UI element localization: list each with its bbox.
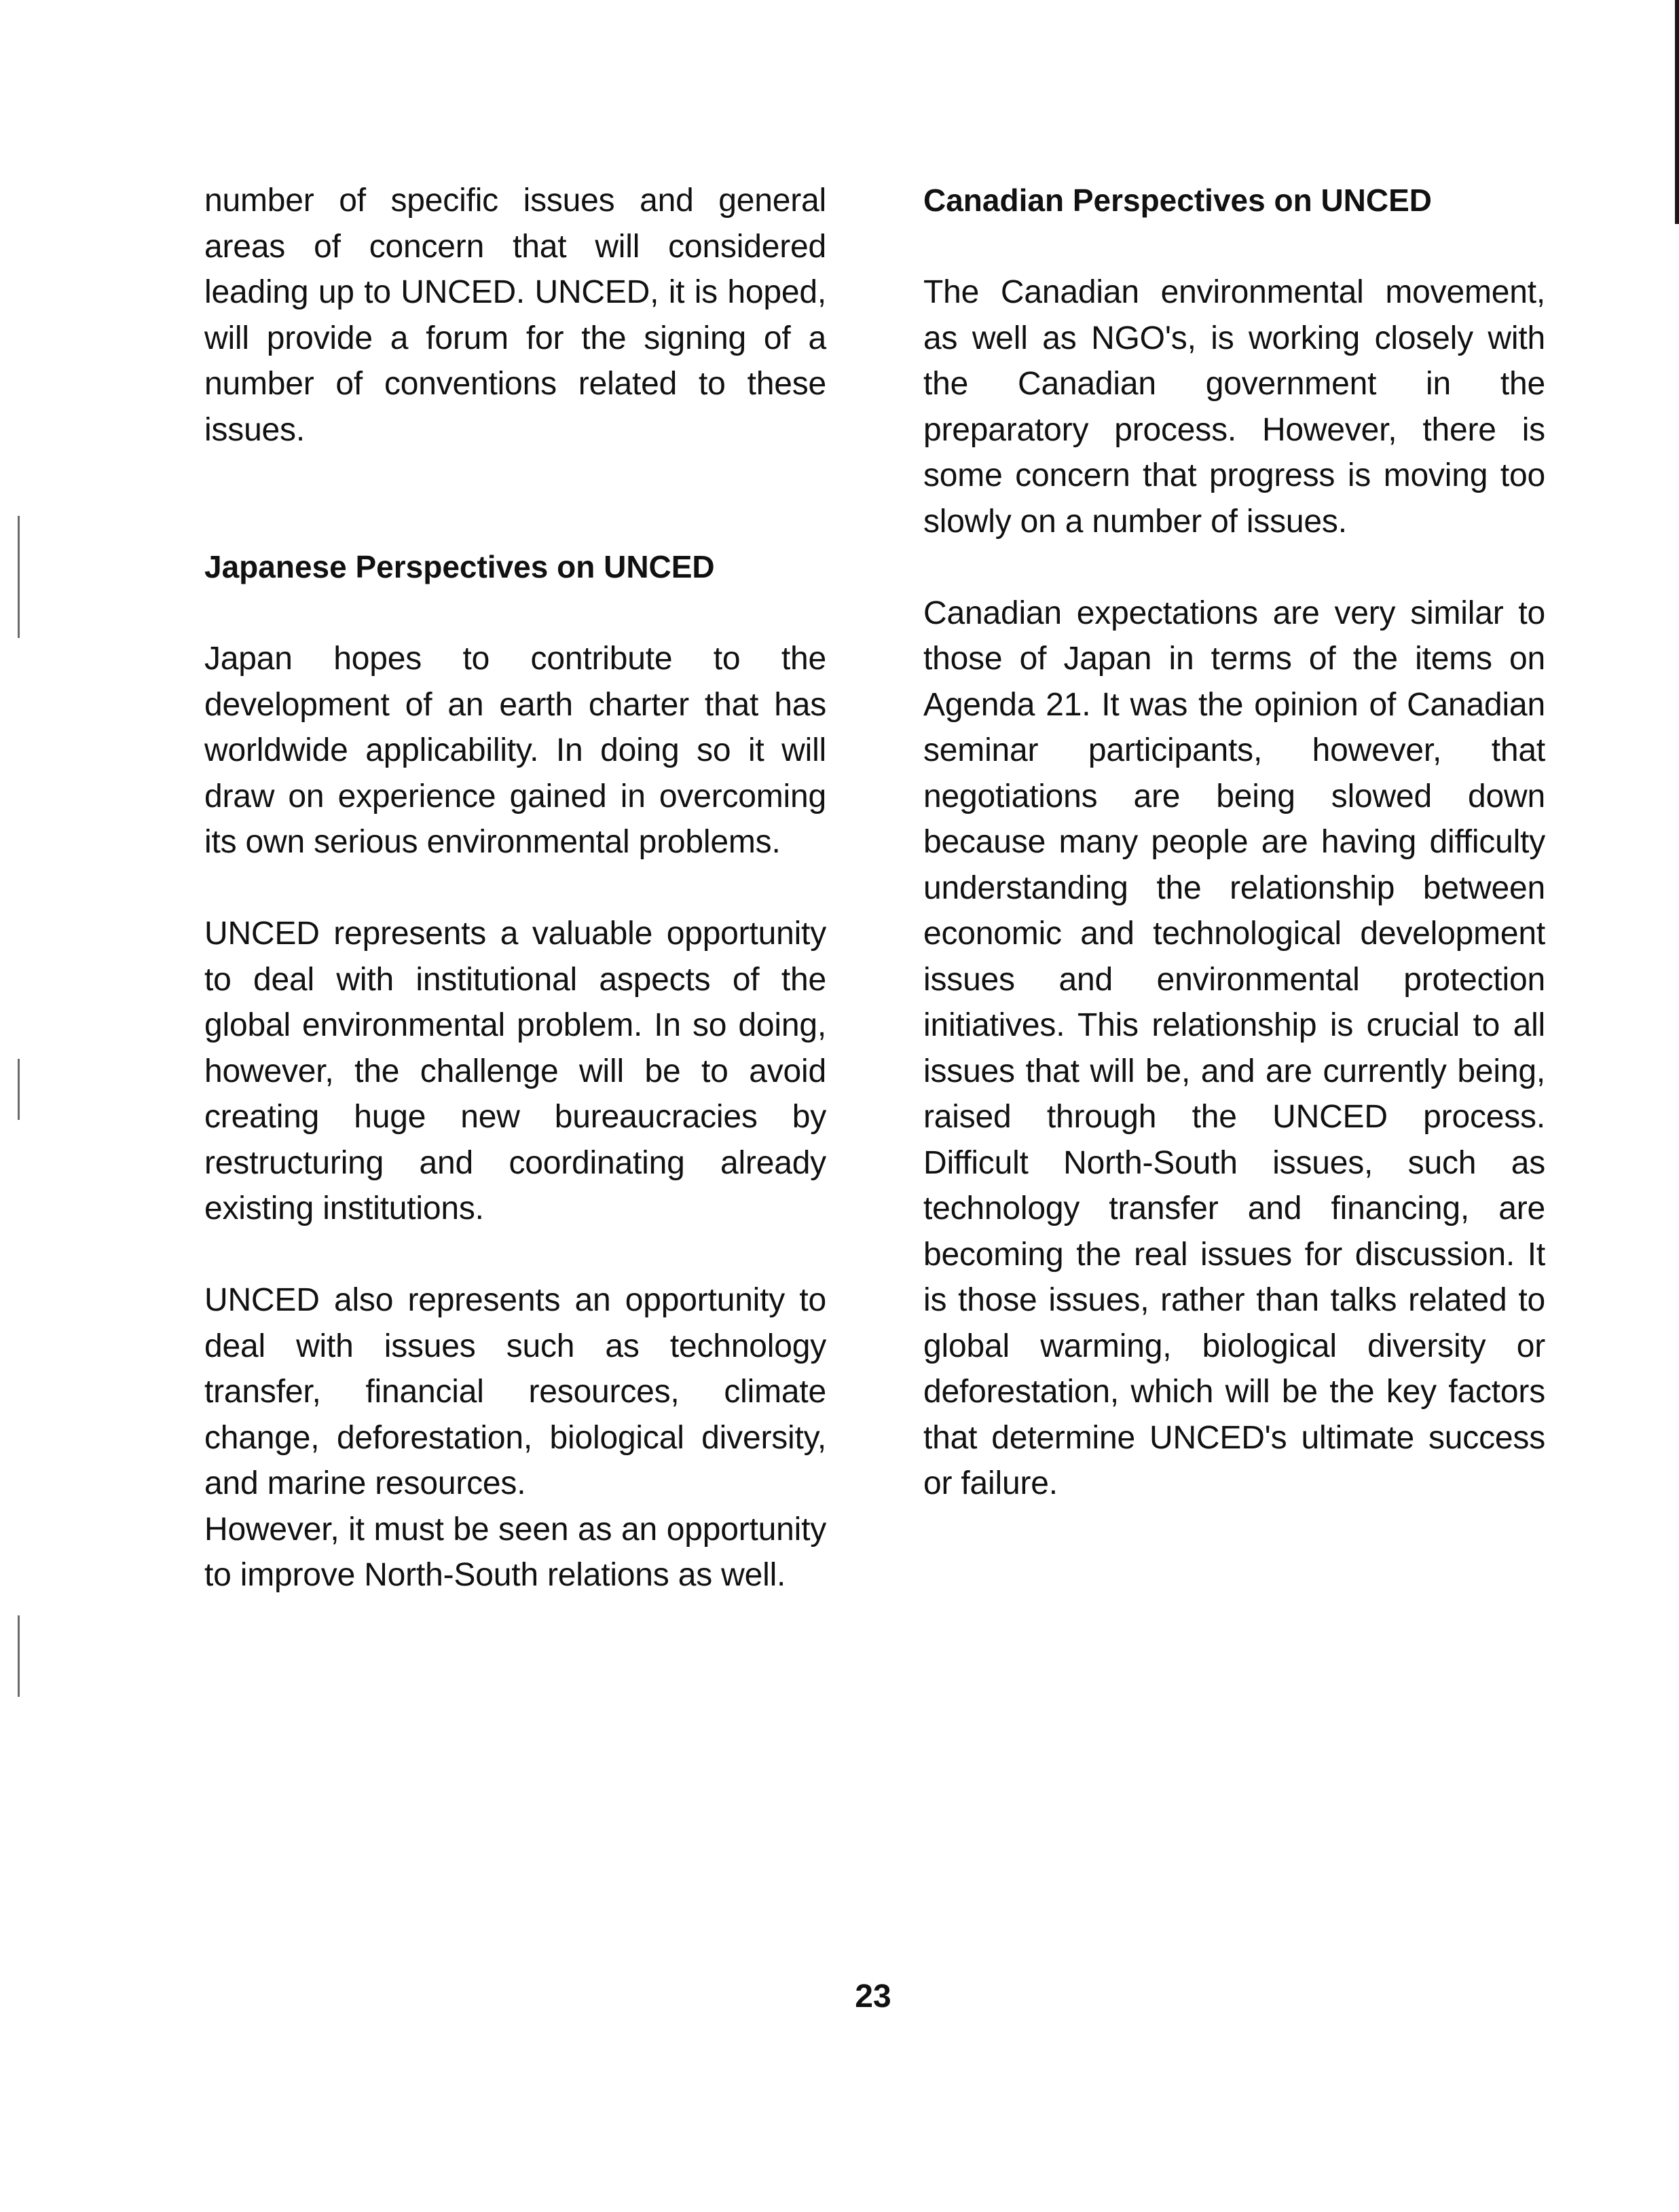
spacer <box>204 453 826 544</box>
scan-margin-mark <box>18 1059 20 1120</box>
canadian-paragraph: Canadian expectations are very similar to those of Japan in terms of the items on Agenda 21. It was the opinion of Canadian seminar participants, however, that negotiations are being slowed down because many people are having difficulty understanding the relationship between economic and technological development issues and environmental protection initiatives. This relationship is crucial to all issues that will be, and are currently being, raised through the UNCED process. Difficult North-South issues, such as technology transfer and financing, are becoming the real issues for discussion. It is those issues, rather than talks related to global warming, biological diversity or deforestation, which will be the key factors that determine UNCED's ultimate success or failure. <box>923 595 1545 1501</box>
spacer <box>923 224 1545 270</box>
left-column <box>204 178 826 1598</box>
right-column <box>923 178 1545 1507</box>
spacer <box>204 865 826 912</box>
japanese-paragraph: However, it must be seen as an opportunity to improve North-South relations as well. <box>204 1511 826 1593</box>
scan-edge-bar <box>1675 0 1679 224</box>
japanese-paragraph: Japan hopes to contribute to the development of an earth charter that has worldwide applicability. In doing so it will draw on experience gained in overcoming its own serious environmental problems. <box>204 641 826 860</box>
page-number: 23 <box>855 1979 891 2014</box>
japanese-section-heading: Japanese Perspectives on UNCED <box>204 549 715 584</box>
scan-margin-mark <box>18 1615 20 1697</box>
canadian-paragraph: The Canadian environmental movement, as well as NGO's, is working closely with the Canadian government in the preparatory process. However, there is some concern that progress is moving too slowly on a number of issues. <box>923 274 1545 540</box>
japanese-paragraph: UNCED represents a valuable opportunity to deal with institutional aspects of the global environmental problem. In so doing, however, the challenge will be to avoid creating huge new bureaucracies by restructuring and coordinating already existing institutions. <box>204 916 826 1226</box>
spacer <box>204 1232 826 1278</box>
canadian-section-heading: Canadian Perspectives on UNCED <box>923 183 1433 218</box>
spacer <box>204 591 826 637</box>
japanese-paragraph: UNCED also represents an opportunity to deal with issues such as technology transfer, financial resources, climate change, deforestation, biological diversity, and marine resources. <box>204 1282 826 1501</box>
intro-paragraph: number of specific issues and general areas of concern that will considered leading up to UNCED. UNCED, it is hoped, will provide a forum for the signing of a number of conventions related to these issues. <box>204 183 826 448</box>
scan-margin-mark <box>18 516 20 638</box>
spacer <box>923 544 1545 591</box>
